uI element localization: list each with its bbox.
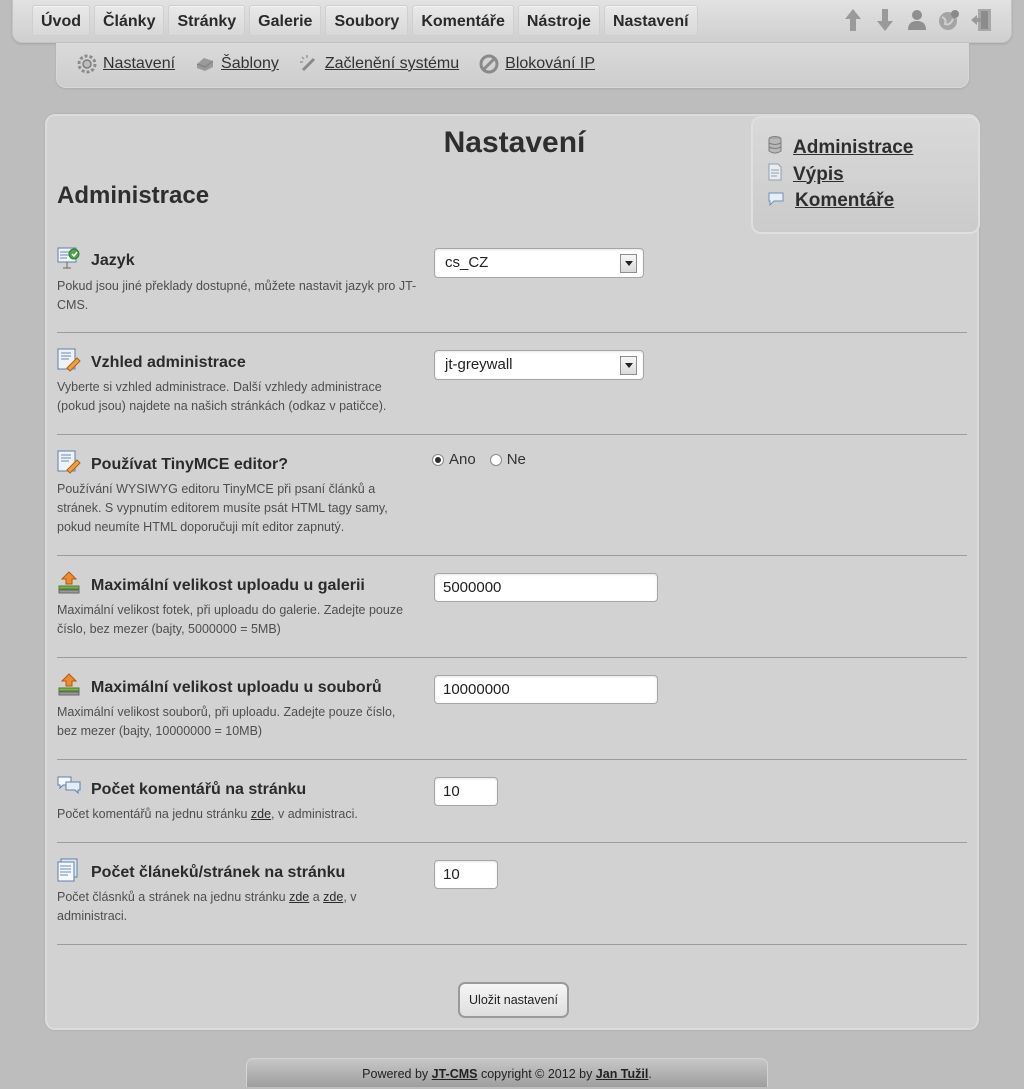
footer-author-link[interactable]: Jan Tužil (595, 1067, 649, 1081)
sidebar-item-label: Administrace (793, 136, 914, 158)
menu-item-nastaveni[interactable]: Nastavení (604, 5, 698, 36)
comments-icon (57, 775, 81, 799)
menu-item-nastroje[interactable]: Nástroje (518, 5, 600, 36)
upload-icon (57, 673, 81, 697)
document-icon (767, 163, 783, 186)
setting-description: Maximální velikost fotek, při uploadu do galerie. Zadejte pouze číslo, bez mezer (bajty, 5000000 = 5MB) (57, 603, 404, 636)
main-panel (45, 114, 979, 1030)
language-select[interactable] (434, 248, 644, 278)
top-tools (841, 7, 993, 33)
radio-button[interactable] (490, 454, 502, 466)
comment-icon (767, 191, 785, 212)
sidebar-item-vypis[interactable] (767, 163, 844, 186)
radio-label: Ne (506, 451, 526, 468)
subnav-item-sablony[interactable] (195, 54, 279, 74)
setting-description: Pokud jsou jiné překlady dostupné, můžete nastavit jazyk pro JT-CMS. (57, 279, 417, 312)
subnav-item-nastaveni[interactable] (77, 54, 175, 74)
setting-label: Počet článeků/stránek na stránku (91, 864, 346, 881)
menu-item-komentare[interactable]: Komentáře (412, 5, 514, 36)
comments-per-page-input[interactable]: 10 (434, 777, 498, 806)
block-icon (479, 54, 499, 74)
main-menu (32, 5, 698, 36)
setting-description: Vyberte si vzhled administrace. Další vzhledy administrace (pokud jsou) najdete na našich stránkách (odkaz v patičce). (57, 380, 387, 413)
setting-description (57, 805, 417, 824)
tinymce-radio-no[interactable] (490, 451, 526, 468)
pages-list-icon (57, 858, 81, 882)
subnav-item-zacleneni[interactable] (299, 54, 459, 74)
menu-item-stranky[interactable]: Stránky (168, 5, 245, 36)
setting-row-comments-per-page (57, 760, 967, 843)
description-text: a (309, 890, 324, 904)
templates-icon (195, 54, 215, 74)
logout-door-icon[interactable] (969, 7, 993, 33)
setting-description: Používání WYSIWYG editoru TinyMCE při psaní článků a stránek. S vypnutím editorem musíte psát HTML tagy samy, pokud neumíte HTML doporučuji mít editor zapnutý. (57, 482, 388, 534)
arrow-down-icon[interactable] (873, 7, 897, 33)
footer-text: . (648, 1067, 652, 1081)
setting-label: Počet komentářů na stránku (91, 781, 307, 798)
edit-document-icon (57, 450, 81, 474)
select-value: cs_CZ (445, 254, 489, 271)
language-settings-icon (57, 246, 81, 270)
description-text: , v administraci. (271, 807, 358, 821)
sidebar-item-label: Výpis (793, 163, 844, 185)
footer (246, 1058, 768, 1087)
sidebar-box (751, 116, 980, 234)
setting-label: Maximální velikost uploadu u galerii (91, 577, 365, 594)
setting-label: Používat TinyMCE editor? (91, 456, 289, 473)
gallery-upload-input[interactable]: 5000000 (434, 573, 658, 602)
sub-navigation (56, 43, 969, 88)
description-text: Počet člásnků a stránek na jednu stránku (57, 890, 290, 904)
select-value: jt-greywall (445, 356, 513, 373)
menu-item-uvod[interactable]: Úvod (32, 5, 90, 36)
wand-icon (299, 54, 319, 74)
setting-label: Jazyk (91, 252, 135, 269)
footer-text: copyright © 2012 by (477, 1067, 596, 1081)
sidebar-item-komentare[interactable] (767, 190, 894, 212)
setting-row-files-upload (57, 658, 967, 760)
sidebar-item-administrace[interactable] (767, 136, 913, 159)
pages-zde-link[interactable]: zde (323, 890, 344, 904)
subnav-label: Začlenění systému (324, 55, 460, 72)
chevron-down-icon (620, 254, 637, 273)
setting-row-language (57, 236, 967, 333)
globe-icon[interactable] (937, 7, 961, 33)
subnav-label: Blokování IP (505, 55, 595, 72)
sidebar-item-label: Komentáře (795, 190, 895, 211)
menu-item-soubory[interactable]: Soubory (325, 5, 408, 36)
radio-button[interactable] (432, 454, 444, 466)
setting-row-tinymce (57, 435, 967, 556)
footer-text: Powered by (362, 1067, 432, 1081)
setting-description (57, 888, 417, 926)
setting-description: Maximální velikost souborů, při uploadu. Zadejte pouze číslo, bez mezer (bajty, 10000000 = 10MB) (57, 705, 396, 738)
setting-label: Maximální velikost uploadu u souborů (91, 679, 382, 696)
top-navigation (12, 0, 1012, 43)
footer-cms-link[interactable]: JT-CMS (431, 1067, 478, 1081)
setting-row-articles-per-page (57, 843, 967, 945)
user-icon[interactable] (905, 7, 929, 33)
section-title: Administrace (57, 182, 210, 209)
subnav-item-blokovani-ip[interactable] (479, 54, 595, 74)
tinymce-radio-group (432, 451, 526, 468)
tinymce-radio-yes[interactable] (432, 451, 476, 468)
edit-document-icon (57, 348, 81, 372)
save-settings-button[interactable]: Uložit nastavení (458, 982, 569, 1018)
database-icon (767, 136, 783, 159)
setting-row-theme (57, 333, 967, 435)
radio-label: Ano (449, 451, 476, 468)
articles-zde-link[interactable]: zde (289, 890, 310, 904)
arrow-up-icon[interactable] (841, 7, 865, 33)
files-upload-input[interactable]: 10000000 (434, 675, 658, 704)
upload-icon (57, 571, 81, 595)
chevron-down-icon (620, 356, 637, 375)
setting-row-gallery-upload (57, 556, 967, 658)
menu-item-clanky[interactable]: Články (94, 5, 164, 36)
description-text: Počet komentářů na jednu stránku (57, 807, 251, 821)
comments-zde-link[interactable]: zde (250, 807, 272, 821)
page-title: Nastavení (443, 126, 586, 159)
subnav-label: Šablony (221, 55, 279, 72)
menu-item-galerie[interactable]: Galerie (249, 5, 321, 36)
gear-icon (77, 54, 97, 74)
description-text: , v administraci. (57, 890, 357, 923)
theme-select[interactable] (434, 350, 644, 380)
setting-label: Vzhled administrace (91, 354, 246, 371)
subnav-label: Nastavení (103, 55, 176, 72)
articles-per-page-input[interactable]: 10 (434, 860, 498, 889)
